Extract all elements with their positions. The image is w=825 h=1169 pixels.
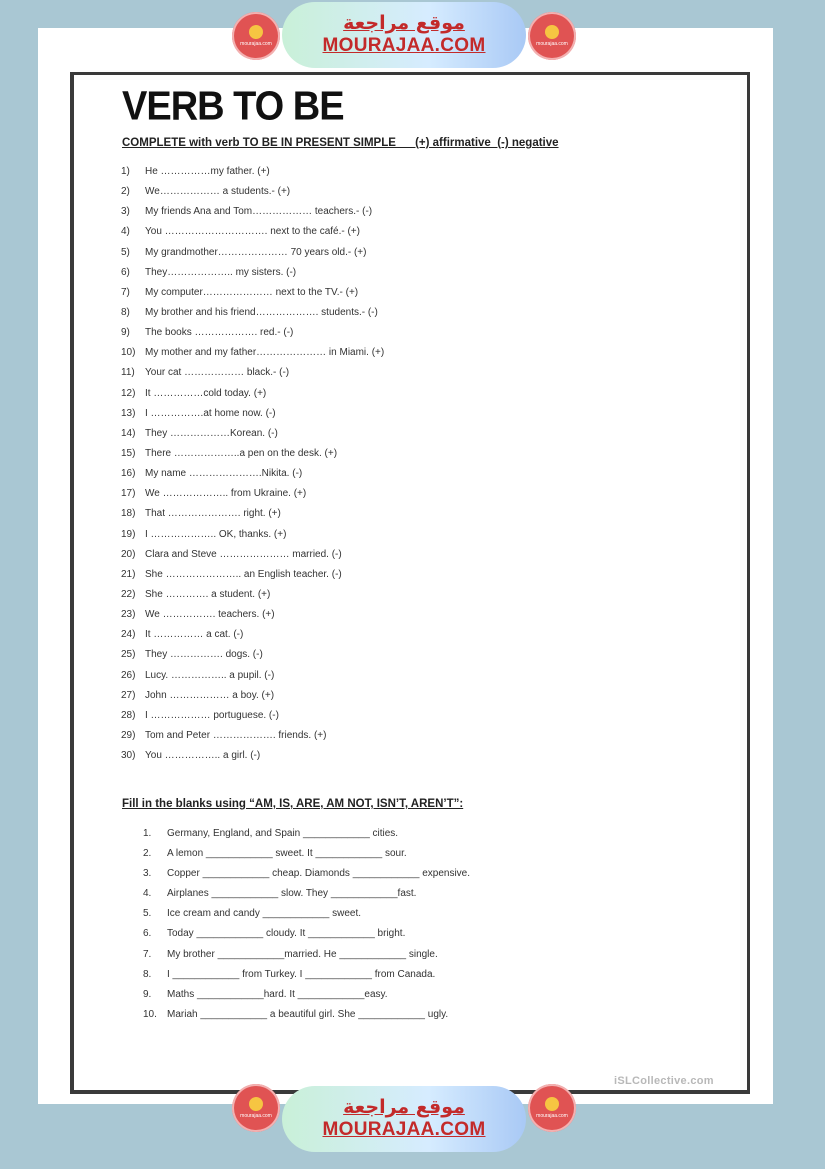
- item-text: She ………………….. an English teacher. (-): [145, 568, 342, 580]
- item-text: You …………………………. next to the café.- (+): [145, 226, 360, 238]
- item-text: Copper ____________ cheap. Diamonds ____________ expensive.: [167, 868, 471, 880]
- item-text: That …………………. right. (+): [145, 508, 281, 520]
- item-number: 20): [121, 548, 136, 560]
- item-number: 6.: [143, 928, 152, 940]
- item-text: They ……………. dogs. (-): [145, 649, 263, 661]
- item-text: My grandmother………………… 70 years old.- (+): [145, 246, 367, 258]
- item-text: A lemon ____________ sweet. It ____________ sour.: [167, 848, 407, 860]
- item-text: John ……………… a boy. (+): [145, 689, 275, 701]
- item-number: 10.: [143, 1008, 157, 1020]
- item-text: He ……………my father. (+): [145, 166, 270, 177]
- item-number: 5): [121, 246, 130, 258]
- exercise-item: [121, 548, 384, 568]
- item-number: 5.: [143, 908, 152, 920]
- item-text: It ……………cold today. (+): [145, 387, 267, 399]
- instruction-1: COMPLETE with verb TO BE IN PRESENT SIMPLE (+) affirmative (-) negative: [122, 137, 559, 149]
- exercise-item: [143, 948, 470, 968]
- item-number: 4): [121, 226, 130, 238]
- banner-arabic-text: موقع مراجعة: [343, 12, 465, 34]
- item-text: Ice cream and candy ____________ sweet.: [167, 908, 362, 920]
- item-number: 12): [121, 387, 136, 399]
- exercise-item: [121, 628, 384, 648]
- watermark-text: iSLCollective.com: [614, 1075, 714, 1087]
- item-text: I ……………….. OK, thanks. (+): [145, 528, 287, 540]
- exercise-item: [121, 689, 384, 709]
- exercise-item: [143, 907, 470, 927]
- item-text: I …………….at home now. (-): [145, 407, 276, 419]
- item-number: 15): [121, 447, 136, 459]
- item-text: She …………. a student. (+): [145, 588, 271, 600]
- exercise-item: [121, 387, 384, 407]
- item-number: 18): [121, 508, 136, 520]
- item-number: 30): [121, 750, 136, 762]
- exercise-item: [121, 246, 384, 266]
- exercise-item: [143, 827, 470, 847]
- exercise-item: [121, 326, 384, 346]
- instruction-2: Fill in the blanks using “AM, IS, ARE, AM NOT, ISN’T, AREN’T”:: [122, 798, 464, 810]
- item-number: 28): [121, 709, 136, 721]
- exercise-item: [121, 588, 384, 608]
- item-text: Lucy. …………….. a pupil. (-): [145, 669, 275, 681]
- logo-badge-left-bottom: mourajaa.com: [232, 1084, 280, 1132]
- site-banner-top[interactable]: [282, 2, 526, 68]
- item-text: There ………………..a pen on the desk. (+): [145, 447, 338, 459]
- item-number: 8.: [143, 968, 152, 980]
- item-number: 3): [121, 206, 130, 218]
- item-number: 13): [121, 407, 136, 419]
- item-number: 29): [121, 729, 136, 741]
- item-number: 16): [121, 468, 136, 480]
- item-text: My brother ____________married. He ____________ single.: [167, 948, 438, 960]
- item-text: Today ____________ cloudy. It ____________ bright.: [167, 928, 406, 940]
- exercise-item: [143, 927, 470, 947]
- logo-badge-right-top: mourajaa.com: [528, 12, 576, 60]
- item-text: My mother and my father………………… in Miami. (+): [145, 347, 385, 359]
- exercise-item: [143, 988, 470, 1008]
- page-title: VERB TO BE: [122, 84, 344, 130]
- exercise-item: [143, 968, 470, 988]
- logo-badge-left-top: mourajaa.com: [232, 12, 280, 60]
- item-text: You …………….. a girl. (-): [145, 750, 261, 762]
- item-number: 1.: [143, 828, 152, 839]
- item-number: 27): [121, 689, 136, 701]
- item-text: We ……………. teachers. (+): [145, 609, 275, 621]
- exercise-item: [121, 306, 384, 326]
- exercise-item: [121, 729, 384, 749]
- exercise-2-list: [143, 827, 470, 1028]
- item-text: Clara and Steve ………………… married. (-): [145, 548, 342, 560]
- exercise-item: [121, 185, 384, 205]
- item-number: 26): [121, 669, 136, 681]
- item-text: Mariah ____________ a beautiful girl. She ____________ ugly.: [167, 1008, 449, 1020]
- exercise-item: [121, 568, 384, 588]
- exercise-item: [143, 847, 470, 867]
- item-text: I ……………… portuguese. (-): [145, 709, 279, 721]
- exercise-item: [121, 608, 384, 628]
- item-text: They……………….. my sisters. (-): [145, 266, 297, 278]
- exercise-item: [121, 669, 384, 689]
- item-text: My name ………………….Nikita. (-): [145, 468, 303, 480]
- exercise-item: [121, 749, 384, 769]
- item-text: My brother and his friend………………. students.- (-): [145, 306, 378, 318]
- item-text: Germany, England, and Spain ____________ cities.: [167, 828, 399, 839]
- item-number: 7): [121, 286, 130, 298]
- item-number: 7.: [143, 948, 152, 960]
- exercise-item: [121, 205, 384, 225]
- exercise-item: [121, 366, 384, 386]
- site-banner-bottom[interactable]: [282, 1086, 526, 1152]
- logo-badge-right-bottom: mourajaa.com: [528, 1084, 576, 1132]
- exercise-item: [121, 286, 384, 306]
- item-number: 11): [121, 367, 135, 379]
- item-text: They ………………Korean. (-): [145, 427, 278, 439]
- item-number: 21): [121, 568, 136, 580]
- exercise-item: [121, 648, 384, 668]
- item-number: 22): [121, 588, 136, 600]
- banner-latin-text: MOURAJAA.COM: [322, 1119, 486, 1140]
- item-number: 4.: [143, 888, 152, 900]
- item-number: 24): [121, 629, 136, 641]
- item-number: 25): [121, 649, 136, 661]
- item-text: Maths ____________hard. It ____________easy.: [167, 988, 388, 1000]
- item-number: 3.: [143, 868, 152, 880]
- item-text: It …………… a cat. (-): [145, 629, 244, 641]
- item-number: 9): [121, 327, 130, 339]
- exercise-item: [121, 447, 384, 467]
- item-number: 1): [121, 166, 130, 177]
- item-number: 23): [121, 609, 136, 621]
- exercise-1-list: [121, 165, 384, 769]
- exercise-item: [121, 165, 384, 185]
- exercise-item: [121, 467, 384, 487]
- item-number: 14): [121, 427, 136, 439]
- exercise-item: [143, 1008, 470, 1028]
- item-number: 6): [121, 266, 130, 278]
- exercise-item: [143, 867, 470, 887]
- exercise-item: [121, 709, 384, 729]
- exercise-item: [143, 887, 470, 907]
- item-number: 2.: [143, 848, 152, 860]
- item-number: 2): [121, 186, 130, 198]
- item-text: We ……………….. from Ukraine. (+): [145, 488, 307, 500]
- item-text: I ____________ from Turkey. I ____________ from Canada.: [167, 968, 436, 980]
- exercise-item: [121, 346, 384, 366]
- exercise-item: [121, 427, 384, 447]
- item-text: Airplanes ____________ slow. They ____________fast.: [167, 888, 417, 900]
- item-text: Your cat ……………… black.- (-): [145, 367, 290, 379]
- exercise-item: [121, 528, 384, 548]
- item-number: 8): [121, 306, 130, 318]
- exercise-item: [121, 225, 384, 245]
- item-number: 17): [121, 488, 136, 500]
- exercise-item: [121, 407, 384, 427]
- exercise-item: [121, 487, 384, 507]
- exercise-item: [121, 507, 384, 527]
- item-text: The books ………………. red.- (-): [145, 327, 294, 339]
- banner-arabic-text: موقع مراجعة: [343, 1096, 465, 1118]
- item-number: 9.: [143, 988, 152, 1000]
- item-text: We……………… a students.- (+): [145, 186, 291, 198]
- item-number: 10): [121, 347, 136, 359]
- banner-latin-text: MOURAJAA.COM: [322, 35, 486, 56]
- item-text: My computer………………… next to the TV.- (+): [145, 286, 359, 298]
- item-text: Tom and Peter ………………. friends. (+): [145, 729, 327, 741]
- exercise-item: [121, 266, 384, 286]
- item-number: 19): [121, 528, 136, 540]
- item-text: My friends Ana and Tom……………… teachers.- (-): [145, 206, 373, 218]
